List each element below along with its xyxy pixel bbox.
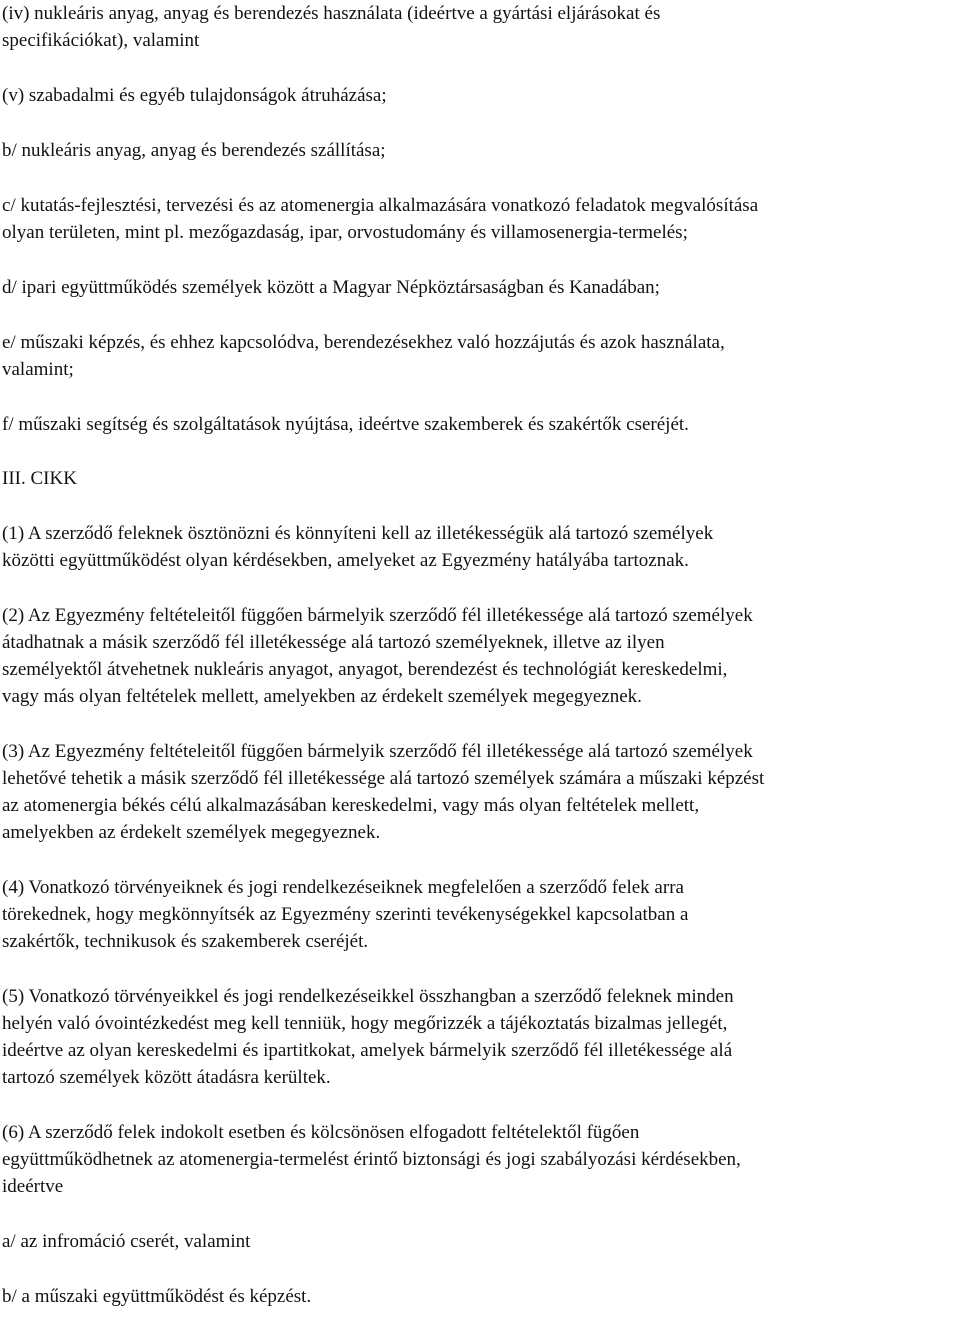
text-line: (v) szabadalmi és egyéb tulajdonságok átruházása; bbox=[2, 85, 387, 106]
text-line: vagy más olyan feltételek mellett, amelyekben az érdekelt személyek megegyeznek. bbox=[2, 686, 642, 707]
paragraph-5 bbox=[2, 983, 958, 1091]
paragraph-c bbox=[2, 192, 958, 246]
paragraph-6 bbox=[2, 1119, 958, 1200]
text-line: d/ ipari együttműködés személyek között a Magyar Népköztársaságban és Kanadában; bbox=[2, 277, 660, 298]
paragraph-v bbox=[2, 82, 958, 109]
text-line: b/ nukleáris anyag, anyag és berendezés szállítása; bbox=[2, 140, 386, 161]
text-line: szakértők, technikusok és szakemberek cseréjét. bbox=[2, 931, 369, 952]
paragraph-1 bbox=[2, 520, 958, 574]
text-line: törekednek, hogy megkönnyítsék az Egyezmény szerinti tevékenységekkel kapcsolatban a bbox=[2, 904, 689, 925]
text-line: közötti együttműködést olyan kérdésekben, amelyeket az Egyezmény hatályába tartoznak. bbox=[2, 550, 689, 571]
text-line: c/ kutatás-fejlesztési, tervezési és az atomenergia alkalmazására vonatkozó feladatok megvalósítása bbox=[2, 195, 759, 216]
paragraph-f bbox=[2, 411, 958, 438]
text-line: (6) A szerződő felek indokolt esetben és kölcsönösen elfogadott feltételektől fügően bbox=[2, 1122, 640, 1143]
paragraph-6a bbox=[2, 1228, 958, 1255]
paragraph-3 bbox=[2, 738, 958, 846]
text-line: tartozó személyek között átadásra kerültek. bbox=[2, 1067, 331, 1088]
text-line: (iv) nukleáris anyag, anyag és berendezés használata (ideértve a gyártási eljárásokat és bbox=[2, 3, 661, 24]
section-heading bbox=[2, 465, 958, 492]
text-line: együttműködhetnek az atomenergia-termelést érintő biztonsági és jogi szabályozási kérdésekben, bbox=[2, 1149, 741, 1170]
paragraph-2 bbox=[2, 602, 958, 710]
paragraph-iv bbox=[2, 0, 958, 54]
text-line: (2) Az Egyezmény feltételeitől függően bármelyik szerződő fél illetékessége alá tartozó személyek bbox=[2, 605, 753, 626]
text-line: az atomenergia békés célú alkalmazásában kereskedelmi, vagy más olyan feltételek mellett, bbox=[2, 795, 700, 816]
text-line: e/ műszaki képzés, és ehhez kapcsolódva, berendezésekhez való hozzájutás és azok használata, bbox=[2, 332, 725, 353]
text-line: személyektől átvehetnek nukleáris anyagot, anyagot, berendezést és technológiát kereskedelmi, bbox=[2, 659, 728, 680]
text-line: amelyekben az érdekelt személyek megegyeznek. bbox=[2, 822, 381, 843]
text-line: specifikációkat), valamint bbox=[2, 30, 200, 51]
document-page bbox=[2, 0, 958, 1310]
text-line: lehetővé tehetik a másik szerződő fél illetékessége alá tartozó személyek számára a műszaki képzést bbox=[2, 768, 765, 789]
text-line: valamint; bbox=[2, 359, 74, 380]
text-line: ideértve bbox=[2, 1176, 64, 1197]
paragraph-e bbox=[2, 329, 958, 383]
text-line: átadhatnak a másik szerződő fél illetékessége alá tartozó személyeknek, illetve az ilyen bbox=[2, 632, 665, 653]
section-title: III. CIKK bbox=[2, 468, 77, 489]
text-line: (4) Vonatkozó törvényeiknek és jogi rendelkezéseiknek megfelelően a szerződő felek arra bbox=[2, 877, 684, 898]
paragraph-b bbox=[2, 137, 958, 164]
text-line: a/ az infromáció cserét, valamint bbox=[2, 1231, 251, 1252]
text-line: helyén való óvointézkedést meg kell tenniük, hogy megőrizzék a tájékoztatás bizalmas jellegét, bbox=[2, 1013, 728, 1034]
text-line: b/ a műszaki együttműködést és képzést. bbox=[2, 1286, 312, 1307]
text-line: (3) Az Egyezmény feltételeitől függően bármelyik szerződő fél illetékessége alá tartozó személyek bbox=[2, 741, 753, 762]
text-line: ideértve az olyan kereskedelmi és ipartitkokat, amelyek bármelyik szerződő fél illetékessége alá bbox=[2, 1040, 733, 1061]
text-line: f/ műszaki segítség és szolgáltatások nyújtása, ideértve szakemberek és szakértők cseréjét. bbox=[2, 414, 689, 435]
paragraph-6b bbox=[2, 1283, 958, 1310]
paragraph-d bbox=[2, 274, 958, 301]
text-line: (5) Vonatkozó törvényeikkel és jogi rendelkezéseikkel összhangban a szerződő feleknek minden bbox=[2, 986, 734, 1007]
text-line: olyan területen, mint pl. mezőgazdaság, ipar, orvostudomány és villamosenergia-termelés; bbox=[2, 222, 688, 243]
paragraph-4 bbox=[2, 874, 958, 955]
text-line: (1) A szerződő feleknek ösztönözni és könnyíteni kell az illetékességük alá tartozó személyek bbox=[2, 523, 714, 544]
